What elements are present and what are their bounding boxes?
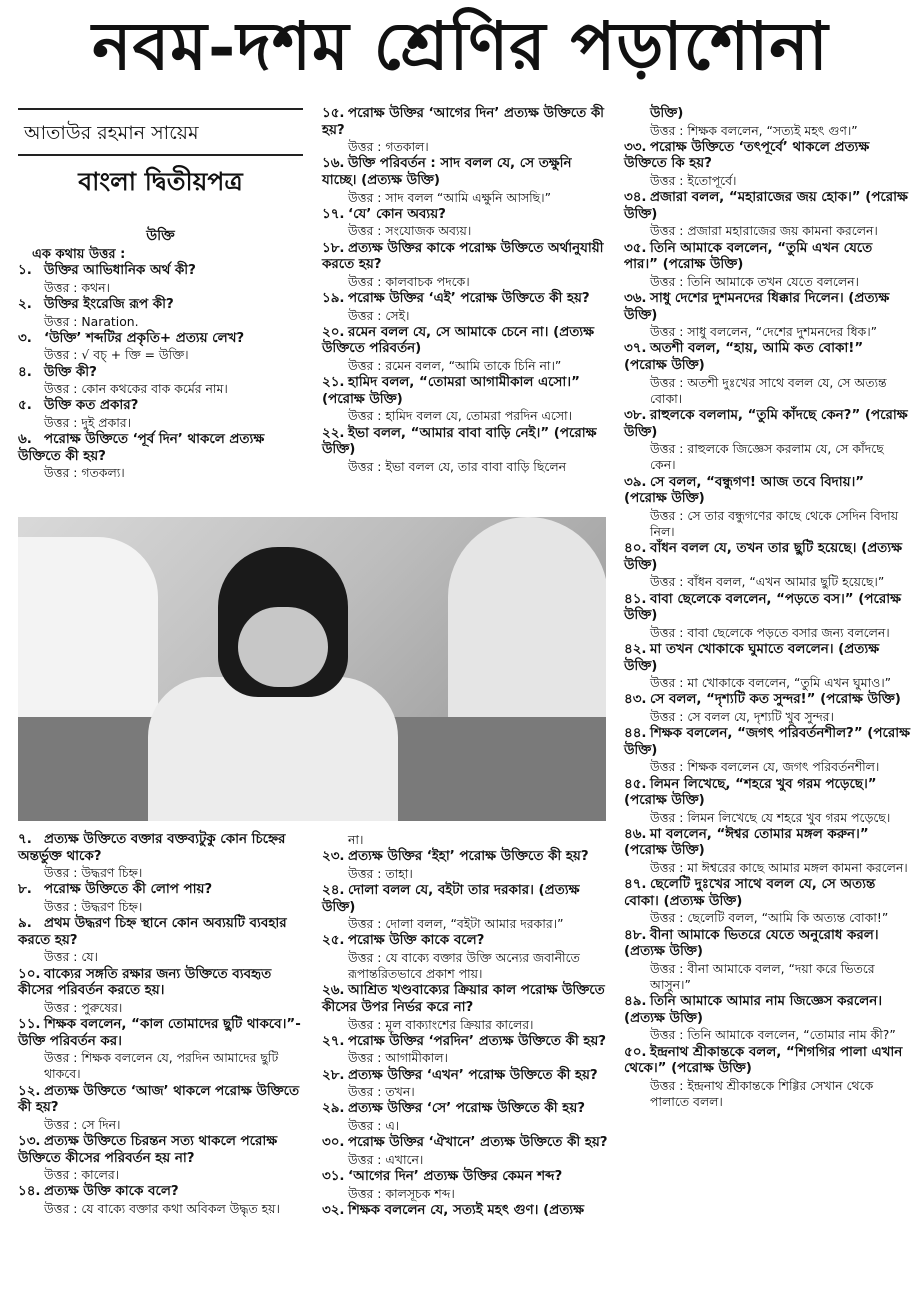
answer-text: উত্তর : বাঁধন বলল, “এখন আমার ছুটি হয়েছে।” <box>650 574 885 590</box>
answer-text: উত্তর : রমেন বলল, “আমি তাকে চিনি না।” <box>348 357 562 373</box>
question-text: প্রত্যক্ষ উক্তিতে ‘আজ’ থাকলে পরোক্ষ উক্তিতে কী হয়? <box>18 1083 300 1116</box>
question-number: ১৩. <box>18 1133 41 1149</box>
column-1-bottom <box>18 832 303 1218</box>
question-number: ১৬. <box>322 156 345 172</box>
question-text: প্রত্যক্ষ উক্তির কাকে পরোক্ষ উক্তিতে অর্থানুযায়ী করতে হয়? <box>322 240 604 273</box>
question-number: ২৮. <box>322 1067 345 1083</box>
question-number: ২৭. <box>322 1033 345 1049</box>
question-number: ৪৪. <box>624 726 647 742</box>
answer-text: উত্তর : সাধু বললেন, “দেশের দুশমনদের ধিক।” <box>650 324 878 340</box>
question-item <box>18 916 303 949</box>
question-number: ৩১. <box>322 1168 345 1184</box>
question-number: ২. <box>18 296 32 312</box>
question-text: দোলা বলল যে, বইটা তার দরকার। (প্রত্যক্ষ উক্তি) <box>322 883 580 915</box>
question-item <box>322 933 608 950</box>
question-item <box>322 1034 608 1051</box>
question-number: ৪৭. <box>624 877 647 893</box>
question-text: শিক্ষক বললেন, “জগৎ পরিবর্তনশীল?” (পরোক্ষ উক্তি) <box>624 726 910 758</box>
question-text: অতশী বলল, “হায়, আমি কত বোকা!” (পরোক্ষ উক্তি) <box>624 341 864 373</box>
question-text: ইন্দ্রনাথ শ্রীকান্তকে বলল, “শিগগির পালা এখান থেকে।” (পরোক্ষ উক্তি) <box>624 1044 903 1077</box>
answer-text: উত্তর : এখানে। <box>348 1151 424 1167</box>
question-text: প্রত্যক্ষ উক্তিতে চিরন্তন সত্য থাকলে পরোক্ষ উক্তিতে কীসের পরিবর্তন হয় না? <box>18 1133 278 1166</box>
question-number: ৫০. <box>624 1044 647 1060</box>
question-list <box>322 106 608 475</box>
question-item <box>322 1169 608 1186</box>
question-number: ৩৭. <box>624 341 647 357</box>
question-item <box>624 777 910 810</box>
question-list <box>624 106 910 1110</box>
author-name: আতাউর রহমান সায়েম <box>24 122 199 144</box>
question-text: পরোক্ষ উক্তির ‘ঐখানে’ প্রত্যক্ষ উক্তিতে কী হয়? <box>348 1135 608 1151</box>
question-text: উক্তি) <box>650 106 684 121</box>
question-item <box>18 967 303 1000</box>
question-text: ‘যে’ কোন অব্যয়? <box>348 206 446 222</box>
answer-text: উত্তর : লিমন লিখেছে যে শহরে খুব গরম পড়েছে। <box>650 809 891 825</box>
question-item <box>624 726 910 759</box>
question-text: হামিদ বলল, “তোমরা আগামীকাল এসো।” (পরোক্ষ উক্তি) <box>322 375 580 407</box>
answer-text: উত্তর : রাহুলকে জিজ্ঞেস করলাম যে, সে কাঁদছে কেন। <box>650 441 884 473</box>
answer-text: উত্তর : গতকাল। <box>348 139 429 155</box>
question-item <box>624 475 910 508</box>
question-item <box>624 408 910 441</box>
question-number: ১৭. <box>322 206 345 222</box>
question-number: ১৫. <box>322 106 345 121</box>
question-text: উক্তি কত প্রকার? <box>44 398 139 414</box>
page-banner-title: নবম-দশম শ্রেণির পড়াশোনা <box>92 7 829 85</box>
question-text: শিক্ষক বললেন যে, সত্যই মহৎ গুণ। (প্রত্যক্ষ <box>348 1202 584 1218</box>
answer-text: উত্তর : অতশী দুঃখের সাথে বলল যে, সে অত্যন্ত বোকা। <box>650 374 887 406</box>
question-item <box>624 140 910 173</box>
question-text: ইভা বলল, “আমার বাবা বাড়ি নেই।” (পরোক্ষ উক্তি) <box>322 425 597 458</box>
question-text: তিনি আমাকে বললেন, “তুমি এখন যেতে পার।” (পরোক্ষ উক্তি) <box>624 240 873 273</box>
answer-text: উত্তর : শিক্ষক বললেন যে, জগৎ পরিবর্তনশীল। <box>650 759 880 775</box>
answer-text: উত্তর : কালের। <box>44 1167 120 1183</box>
answer-text: উত্তর : তাহা। <box>348 865 413 881</box>
question-text: বাক্যের সঙ্গতি রক্ষার জন্য উক্তিতে ব্যবহৃত কীসের পরিবর্তন করতে হয়। <box>18 966 272 999</box>
question-item <box>322 291 608 308</box>
question-number: ৪৫. <box>624 776 647 792</box>
question-item <box>322 207 608 224</box>
photo-background-student <box>18 537 158 737</box>
divider <box>18 154 303 156</box>
question-item <box>624 341 910 374</box>
exam-hall-photo <box>18 517 606 821</box>
question-text: প্রত্যক্ষ উক্তির ‘সে’ পরোক্ষ উক্তিতে কী হয়? <box>348 1101 585 1117</box>
question-item <box>18 882 303 899</box>
question-item <box>18 297 303 314</box>
question-item <box>322 241 608 274</box>
question-number: ২০. <box>322 324 345 340</box>
question-number: ২১. <box>322 375 345 391</box>
answer-text: উত্তর : √ বচ্ + ক্তি = উক্তি। <box>44 347 189 363</box>
answer-text: উত্তর : উদ্ধরণ চিহ্ন। <box>44 865 143 881</box>
question-text: উক্তির আভিধানিক অর্থ কী? <box>44 263 196 279</box>
question-number: ৩৪. <box>624 190 647 206</box>
question-item <box>322 1203 608 1220</box>
question-number: ৪৯. <box>624 994 647 1010</box>
answer-text: উত্তর : তিনি আমাকে তখন যেতে বললেন। <box>650 273 859 289</box>
photo-background-student <box>448 517 606 747</box>
question-text: সে বলল, “দৃশ্যটি কত সুন্দর!” (পরোক্ষ উক্তি) <box>650 692 901 708</box>
answer-text: উত্তর : সে তার বন্ধুগণের কাছে থেকে সেদিন বিদায় নিল। <box>650 507 898 539</box>
question-item <box>624 877 910 910</box>
question-number: ১৯. <box>322 290 345 306</box>
answer-text: না। <box>348 832 364 847</box>
question-item <box>322 426 608 459</box>
question-text: প্রত্যক্ষ উক্তি কাকে বলে? <box>44 1184 179 1200</box>
question-list <box>18 263 303 481</box>
question-item <box>18 832 303 865</box>
question-number: ৩৩. <box>624 139 647 155</box>
question-item <box>18 1134 303 1167</box>
question-text: পরোক্ষ উক্তির ‘আগের দিন’ প্রত্যক্ষ উক্তিতে কী হয়? <box>322 106 605 138</box>
question-text: রাহুলকে বললাম, “তুমি কাঁদছে কেন?” (পরোক্ষ উক্তি) <box>624 407 908 440</box>
question-item <box>624 106 910 123</box>
question-item <box>322 883 608 916</box>
question-text: উক্তি পরিবর্তন : সাদ বলল যে, সে তক্ষুনি যাচ্ছে। (প্রত্যক্ষ উক্তি) <box>322 156 572 188</box>
answer-text: উত্তর : কালসূচক শব্দ। <box>348 1185 455 1201</box>
question-number: ৪. <box>18 364 32 380</box>
question-number: ২৯. <box>322 1101 345 1117</box>
question-number: ৪৬. <box>624 826 647 842</box>
answer-text: উত্তর : শিক্ষক বললেন যে, পরদিন আমাদের ছুটি থাকবে। <box>44 1050 279 1082</box>
column-3 <box>624 106 910 1111</box>
question-number: ৩২. <box>322 1202 345 1218</box>
question-item <box>322 849 608 866</box>
answer-text: উত্তর : সাদ বলল “আমি এক্ষুনি আসছি।” <box>348 189 552 205</box>
question-number: ৩৯. <box>624 474 647 490</box>
question-number: ২৩. <box>322 849 345 865</box>
question-text: ‘আগের দিন’ প্রত্যক্ষ উক্তির কেমন শব্দ? <box>348 1168 563 1184</box>
question-item <box>624 190 910 223</box>
question-text: প্রথম উদ্ধরণ চিহ্ন স্থানে কোন অব্যয়টি ব্যবহার করতে হয়? <box>18 916 287 948</box>
question-number: ৪১. <box>624 591 647 607</box>
answer-text: উত্তর : দোলা বলল, “বইটা আমার দরকার।” <box>348 916 564 932</box>
question-number: ২২. <box>322 425 345 441</box>
question-number: ৬. <box>18 432 32 448</box>
question-item <box>18 365 303 382</box>
question-number: ১২. <box>18 1083 41 1099</box>
answer-text: উত্তর : তিনি আমাকে বললেন, “তোমার নাম কী?” <box>650 1027 896 1043</box>
question-text: ছেলেটি দুঃখের সাথে বলল যে, সে অত্যন্ত বোকা। (প্রত্যক্ষ উক্তি) <box>624 877 876 909</box>
answer-text: উত্তর : বাবা ছেলেকে পড়তে বসার জন্য বললেন। <box>650 624 890 640</box>
question-number: ১৮. <box>322 240 345 256</box>
question-item <box>18 432 303 465</box>
question-text: বীনা আমাকে ভিতরে যেতে অনুরোধ করল। (প্রত্যক্ষ উক্তি) <box>624 927 879 960</box>
answer-text: উত্তর : কোন কথকের বাক কর্মের নাম। <box>44 381 228 397</box>
question-text: পরোক্ষ উক্তিতে ‘পূর্ব দিন’ থাকলে প্রত্যক্ষ উক্তিতে কী হয়? <box>18 432 265 464</box>
question-text: লিমন লিখেছে, “শহরে খুব গরম পড়েছে।” (পরোক্ষ উক্তি) <box>624 776 877 809</box>
question-number: ৮. <box>18 882 32 898</box>
answer-text: উত্তর : যে বাক্যে বক্তার উক্তি অন্যের জবানীতে রূপান্তরিতভাবে প্রকাশ পায়। <box>348 949 580 982</box>
question-number: ৩৫. <box>624 240 647 256</box>
answer-text: উত্তর : শিক্ষক বললেন, “সত্যই মহৎ গুণ।” <box>650 122 858 138</box>
question-number: ৪৩. <box>624 692 647 708</box>
question-text: মা বললেন, “ঈশ্বর তোমার মঙ্গল করুন।” (পরোক্ষ উক্তি) <box>624 826 869 859</box>
question-item <box>624 994 910 1027</box>
question-item <box>624 692 910 709</box>
question-item <box>18 1084 303 1117</box>
answer-text: উত্তর : কথন। <box>44 279 110 295</box>
photo-student-body <box>148 677 398 821</box>
answer-text: উত্তর : তখন। <box>348 1084 415 1100</box>
question-number: ৪৮. <box>624 927 647 943</box>
question-item <box>322 983 608 1016</box>
answer-text: উত্তর : মা ঈশ্বরের কাছে আমার মঙ্গল কামনা করলেন। <box>650 860 908 876</box>
answer-text: উত্তর : ইতোপূর্বে। <box>650 172 737 188</box>
subject-title: বাংলা দ্বিতীয়পত্র <box>78 167 243 196</box>
answer-text: উত্তর : Naration. <box>44 313 139 329</box>
question-text: সাধু দেশের দুশমনদের ধিক্কার দিলেন। (প্রত্যক্ষ উক্তি) <box>624 290 890 323</box>
question-number: ১০. <box>18 966 41 982</box>
question-number: ৩৬. <box>624 290 647 306</box>
column-1-top <box>18 108 303 483</box>
question-item <box>624 541 910 574</box>
answer-text: উত্তর : এ। <box>348 1117 400 1133</box>
answer-text: উত্তর : সংযোজক অব্যয়। <box>348 223 472 239</box>
question-number: ১৪. <box>18 1184 41 1200</box>
answer-text: উত্তর : দুই প্রকার। <box>44 414 132 430</box>
column-2-bottom <box>322 832 608 1219</box>
question-item <box>624 827 910 860</box>
question-text: বাবা ছেলেকে বললেন, “পড়তে বস।” (পরোক্ষ উক্তি) <box>624 591 901 624</box>
question-text: সে বলল, “বন্ধুগণ! আজ তবে বিদায়।” (পরোক্ষ উক্তি) <box>624 474 865 507</box>
question-number: ২৬. <box>322 983 345 999</box>
answer-text: উত্তর : সেই। <box>348 307 410 323</box>
question-list <box>322 832 608 1219</box>
answer-text: উত্তর : পুরুষের। <box>44 999 123 1015</box>
question-text: পরোক্ষ উক্তির ‘পরদিন’ প্রত্যক্ষ উক্তিতে কী হয়? <box>348 1033 607 1049</box>
question-text: পরোক্ষ উক্তিতে কী লোপ পায়? <box>44 882 213 898</box>
question-item <box>624 291 910 324</box>
answer-text: উত্তর : উদ্ধরণ চিহ্ন। <box>44 898 143 914</box>
answer-text: উত্তর : গতকল্য। <box>44 465 125 481</box>
question-text: রমেন বলল যে, সে আমাকে চেনে না। (প্রত্যক্ষ উক্তিতে পরিবর্তন) <box>322 324 595 357</box>
question-item <box>18 1017 303 1050</box>
answer-text: উত্তর : হামিদ বলল যে, তোমরা পরদিন এসো। <box>348 408 573 424</box>
question-number: ৯. <box>18 916 32 932</box>
question-text: পরোক্ষ উক্তির ‘এই’ পরোক্ষ উক্তিতে কী হয়? <box>348 290 590 306</box>
question-text: মা তখন খোকাকে ঘুমাতে বললেন। (প্রত্যক্ষ উক্তি) <box>624 641 880 674</box>
question-text: প্রত্যক্ষ উক্তিতে বক্তার বক্তব্যটুকু কোন চিহ্নের অন্তর্ভুক্ত থাকে? <box>18 832 286 864</box>
question-number: ৩০. <box>322 1135 345 1151</box>
answer-text: উত্তর : সে দিন। <box>44 1116 121 1132</box>
answer-text: উত্তর : ছেলেটি বলল, “আমি কি অত্যন্ত বোকা!” <box>650 910 889 926</box>
question-list <box>18 832 303 1217</box>
subsection-title: এক কথায় উত্তর : <box>32 246 126 262</box>
question-text: প্রত্যক্ষ উক্তির ‘এখন’ পরোক্ষ উক্তিতে কী হয়? <box>348 1067 598 1083</box>
question-number: ৭. <box>18 832 32 847</box>
question-item <box>18 331 303 348</box>
question-number: ৩. <box>18 330 32 346</box>
question-item <box>18 398 303 415</box>
question-item <box>322 375 608 408</box>
answer-text: উত্তর : ইন্দ্রনাথ শ্রীকান্তকে শিগ্গির সেখান থেকে পালাতে বলল। <box>650 1077 874 1110</box>
question-item <box>322 325 608 358</box>
question-text: তিনি আমাকে আমার নাম জিজ্ঞেস করলেন। (প্রত্যক্ষ উক্তি) <box>624 994 883 1026</box>
question-text: উক্তি কী? <box>44 364 97 380</box>
question-item <box>18 263 303 280</box>
question-text: প্রত্যক্ষ উক্তির ‘ইহা’ পরোক্ষ উক্তিতে কী হয়? <box>348 849 589 865</box>
section-title: উক্তি <box>146 228 175 244</box>
question-number: ২৪. <box>322 883 345 898</box>
question-text: পরোক্ষ উক্তি কাকে বলে? <box>348 933 485 949</box>
question-item <box>624 241 910 274</box>
answer-text: উত্তর : আগামীকাল। <box>348 1050 448 1066</box>
answer-text: উত্তর : মা খোকাকে বললেন, “তুমি এখন ঘুমাও।” <box>650 675 892 691</box>
question-number: ১. <box>18 263 32 279</box>
question-item <box>18 1184 303 1201</box>
answer-text: উত্তর : কালবাচক পদকে। <box>348 273 470 289</box>
question-text: বাঁধন বলল যে, তখন তার ছুটি হয়েছে। (প্রত্যক্ষ উক্তি) <box>624 541 902 573</box>
answer-text: উত্তর : সে বলল যে, দৃশ্যটি খুব সুন্দর। <box>650 708 834 724</box>
question-item <box>322 1135 608 1152</box>
question-item <box>322 1068 608 1085</box>
answer-text: উত্তর : ইভা বলল যে, তার বাবা বাড়ি ছিলেন <box>348 458 566 474</box>
question-number: ৩৮. <box>624 407 647 423</box>
question-text: পরোক্ষ উক্তিতে ‘তৎপূর্বে’ থাকলে প্রত্যক্ষ উক্তিতে কি হয়? <box>624 139 870 172</box>
question-text: শিক্ষক বললেন, “কাল তোমাদের ছুটি থাকবে।”- উক্তি পরিবর্তন কর। <box>18 1016 301 1049</box>
photo-student-face <box>238 607 328 687</box>
question-text: প্রজারা বলল, “মহারাজের জয় হোক।” (পরোক্ষ উক্তি) <box>624 190 908 222</box>
answer-text: উত্তর : বীনা আমাকে বলল, “দয়া করে ভিতরে আসুন।” <box>650 960 875 993</box>
question-text: আশ্রিত খণ্ডবাক্যের ক্রিয়ার কাল পরোক্ষ উক্তিতে কীসের উপর নির্ভর করে না? <box>322 983 605 1015</box>
question-number: ৪০. <box>624 541 647 557</box>
question-text: উক্তির ইংরেজি রূপ কী? <box>44 296 174 312</box>
answer-text: উত্তর : প্রজারা মহারাজের জয় কামনা করলেন। <box>650 223 878 239</box>
question-number: ২৫. <box>322 933 345 949</box>
answer-text: উত্তর : যে বাক্যে বক্তার কথা অবিকল উদ্ধৃত হয়। <box>44 1200 280 1216</box>
question-item <box>322 156 608 189</box>
question-item <box>624 642 910 675</box>
question-item <box>322 106 608 139</box>
question-number: ৪২. <box>624 641 647 657</box>
question-number: ৫. <box>18 398 32 414</box>
question-item <box>624 1045 910 1078</box>
column-2-top <box>322 106 608 476</box>
question-item <box>624 928 910 961</box>
question-text: ‘উক্তি’ শব্দটির প্রকৃতি+ প্রত্যয় লেখ? <box>44 330 245 346</box>
question-item <box>322 1101 608 1118</box>
answer-text: উত্তর : মূল বাক্যাংশের ক্রিয়ার কালের। <box>348 1016 534 1032</box>
question-number: ১১. <box>18 1016 41 1032</box>
answer-text: উত্তর : যে। <box>44 949 98 965</box>
question-item <box>624 592 910 625</box>
